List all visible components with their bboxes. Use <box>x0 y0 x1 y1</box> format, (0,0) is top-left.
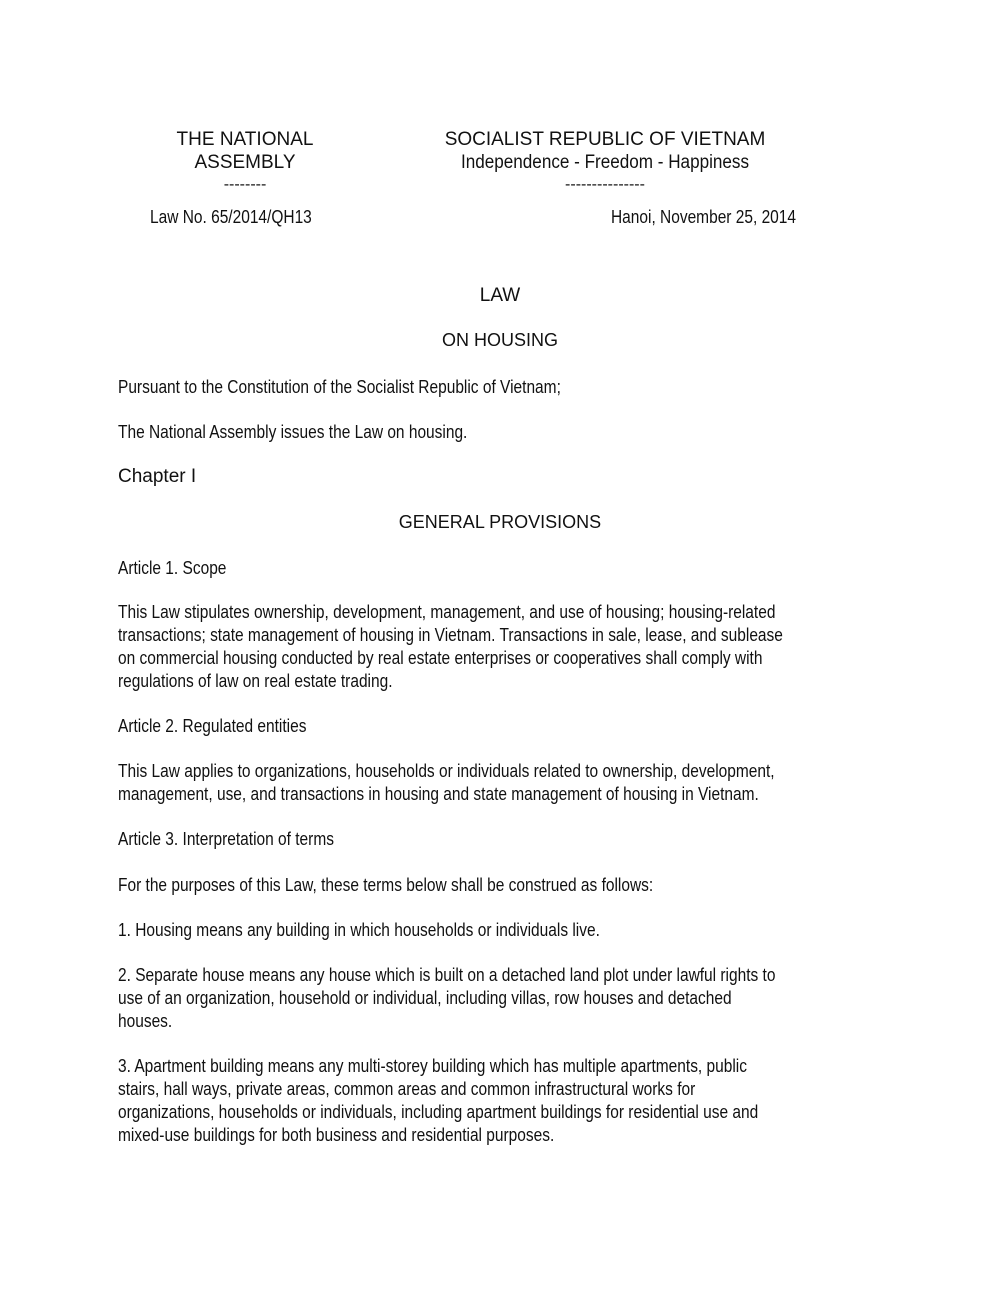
term-3-line: 3. Apartment building means any multi-storey building which has multiple apartments, public <box>118 1056 747 1076</box>
term-1 <box>118 919 600 942</box>
issuer-name <box>140 128 350 196</box>
chapter-title: GENERAL PROVISIONS <box>398 512 602 532</box>
term-1-line: 1. Housing means any building in which households or individuals live. <box>118 920 600 940</box>
article-1-line: on commercial housing conducted by real estate enterprises or cooperatives shall comply with <box>118 648 763 668</box>
article-2-heading: Article 2. Regulated entities <box>118 716 307 736</box>
state-motto <box>400 128 810 196</box>
chapter-heading: Chapter I <box>118 466 197 487</box>
term-2-line: houses. <box>118 1011 173 1031</box>
preamble-1: Pursuant to the Constitution of the Socialist Republic of Vietnam; <box>118 377 561 397</box>
article-1-line: regulations of law on real estate trading. <box>118 671 393 691</box>
term-3-line: mixed-use buildings for both business and residential purposes. <box>118 1125 555 1145</box>
article-2-body <box>118 760 775 806</box>
document-title: LAW <box>479 285 521 306</box>
article-3-intro: For the purposes of this Law, these terms below shall be construed as follows: <box>118 875 654 895</box>
law-number: Law No. 65/2014/QH13 <box>150 207 312 227</box>
issuer-line-2: ASSEMBLY <box>194 152 296 173</box>
place-date: Hanoi, November 25, 2014 <box>611 207 797 227</box>
issuer-line-1: THE NATIONAL <box>176 129 314 150</box>
term-3-line: stairs, hall ways, private areas, common areas and common infrastructural works for <box>118 1079 696 1099</box>
term-2-line: use of an organization, household or individual, including villas, row houses and detached <box>118 988 732 1008</box>
motto: Independence - Freedom - Happiness <box>460 152 750 173</box>
article-1-line: This Law stipulates ownership, development, management, and use of housing; housing-related <box>118 602 776 622</box>
article-1-heading: Article 1. Scope <box>118 558 227 578</box>
term-3-line: organizations, households or individuals, including apartment buildings for residential use and <box>118 1102 759 1122</box>
article-1-body <box>118 601 783 693</box>
state-rule: --------------- <box>565 176 645 193</box>
article-3-heading: Article 3. Interpretation of terms <box>118 829 334 849</box>
state-name: SOCIALIST REPUBLIC OF VIETNAM <box>444 129 766 150</box>
document-subtitle: ON HOUSING <box>441 330 558 350</box>
article-2-line: This Law applies to organizations, households or individuals related to ownership, development, <box>118 761 775 781</box>
preamble-2: The National Assembly issues the Law on housing. <box>118 422 468 442</box>
issuer-rule: -------- <box>223 176 267 193</box>
term-2-line: 2. Separate house means any house which is built on a detached land plot under lawful rights to <box>118 965 776 985</box>
term-2 <box>118 964 775 1033</box>
article-1-line: transactions; state management of housing in Vietnam. Transactions in sale, lease, and sublease <box>118 625 783 645</box>
term-3 <box>118 1055 758 1147</box>
article-2-line: management, use, and transactions in housing and state management of housing in Vietnam. <box>118 784 759 804</box>
